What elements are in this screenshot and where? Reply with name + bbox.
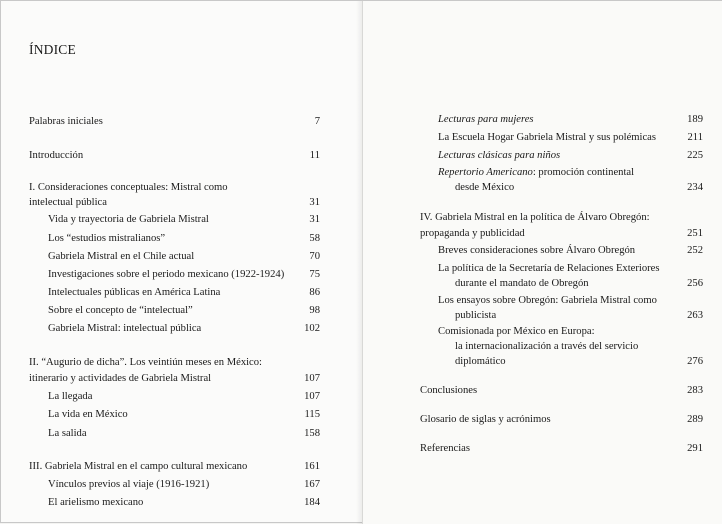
toc-page-number: 31 <box>309 214 320 225</box>
toc-page-number: 225 <box>687 150 703 161</box>
toc-page-number: 7 <box>314 116 320 127</box>
toc-subentry-line-1[interactable]: La política de la Secretaría de Relaciones Exteriores <box>438 263 660 274</box>
page-title: ÍNDICE <box>29 42 76 57</box>
toc-entry-conclusiones[interactable]: Conclusiones <box>420 385 478 396</box>
toc-page-number: 107 <box>304 373 320 384</box>
toc-page-number: 107 <box>304 391 320 402</box>
toc-page-number: 189 <box>687 114 703 125</box>
toc-page-number: 102 <box>304 323 320 334</box>
toc-subentry[interactable]: Lecturas clásicas para niños <box>438 150 561 161</box>
toc-subentry[interactable]: Breves consideraciones sobre Álvaro Obregón <box>438 245 636 256</box>
toc-page-number: 31 <box>309 197 320 208</box>
toc-subentry-line-2[interactable]: publicista <box>455 310 497 321</box>
toc-entry-referencias[interactable]: Referencias <box>420 443 470 454</box>
toc-subentry-line-2[interactable]: durante el mandato de Obregón <box>455 278 589 289</box>
toc-chapter-1-line-1[interactable]: I. Consideraciones conceptuales: Mistral como <box>29 182 228 193</box>
toc-page-number: 256 <box>687 278 703 289</box>
toc-subentry[interactable]: Vida y trayectoria de Gabriela Mistral <box>48 214 209 225</box>
toc-page-number: 158 <box>304 428 320 439</box>
toc-page-number: 211 <box>687 132 703 143</box>
toc-subentry[interactable]: Los “estudios mistralianos” <box>48 233 166 244</box>
left-page <box>1 1 362 524</box>
toc-subentry[interactable]: Investigaciones sobre el periodo mexicano (1922-1924) <box>48 269 285 280</box>
toc-page-number: 251 <box>687 228 703 239</box>
toc-chapter-2-line-2[interactable]: itinerario y actividades de Gabriela Mistral <box>29 373 212 384</box>
toc-page-number: 115 <box>304 409 320 420</box>
toc-page-number: 58 <box>309 233 320 244</box>
toc-subentry[interactable]: Vínculos previos al viaje (1916-1921) <box>48 479 210 490</box>
toc-subentry[interactable]: Gabriela Mistral en el Chile actual <box>48 251 195 262</box>
toc-subentry[interactable]: Gabriela Mistral: intelectual pública <box>48 323 202 334</box>
toc-subentry[interactable]: Sobre el concepto de “intelectual” <box>48 305 193 316</box>
toc-subentry-line-1[interactable]: Comisionada por México en Europa: <box>438 326 595 337</box>
toc-italic-title: Repertorio Americano <box>438 167 533 178</box>
toc-subentry-line-1[interactable]: Los ensayos sobre Obregón: Gabriela Mistral como <box>438 295 657 306</box>
toc-subentry[interactable]: La salida <box>48 428 87 439</box>
toc-subentry-text: : promoción continental <box>532 167 635 178</box>
toc-page-number: 11 <box>309 150 320 161</box>
right-page <box>362 1 722 524</box>
toc-page-number: 86 <box>309 287 320 298</box>
toc-page-number: 234 <box>687 182 703 193</box>
toc-page-number: 289 <box>687 414 703 425</box>
toc-subentry-repertorio[interactable] <box>438 165 634 181</box>
toc-page-number: 161 <box>304 461 320 472</box>
toc-subentry-line-2[interactable]: desde México <box>455 182 515 193</box>
toc-page-number: 167 <box>304 479 320 490</box>
toc-entry-glosario[interactable]: Glosario de siglas y acrónimos <box>420 414 551 425</box>
toc-page-number: 263 <box>687 310 703 321</box>
toc-subentry[interactable]: Intelectuales públicas en América Latina <box>48 287 221 298</box>
toc-page-number: 70 <box>309 251 320 262</box>
toc-subentry-line-2[interactable]: la internacionalización a través del servicio <box>455 341 639 352</box>
toc-subentry[interactable]: La Escuela Hogar Gabriela Mistral y sus polémicas <box>438 132 656 143</box>
toc-subentry-line-3[interactable]: diplomático <box>455 356 506 367</box>
toc-page-number: 98 <box>309 305 320 316</box>
toc-chapter-2-line-1[interactable]: II. “Augurio de dicha”. Los veintiún meses en México: <box>29 357 262 368</box>
toc-page-number: 75 <box>309 269 320 280</box>
toc-chapter-1-line-2[interactable]: intelectual pública <box>29 197 107 208</box>
toc-page-number: 276 <box>687 356 703 367</box>
toc-subentry[interactable]: La vida en México <box>48 409 128 420</box>
toc-subentry[interactable]: Lecturas para mujeres <box>438 114 534 125</box>
toc-subentry[interactable]: La llegada <box>48 391 93 402</box>
toc-page-number: 252 <box>687 245 703 256</box>
toc-page-number: 291 <box>687 443 703 454</box>
toc-chapter-3[interactable]: III. Gabriela Mistral en el campo cultural mexicano <box>29 461 248 472</box>
toc-chapter-4-line-1[interactable]: IV. Gabriela Mistral en la política de Álvaro Obregón: <box>420 212 650 223</box>
toc-entry-palabras-iniciales[interactable]: Palabras iniciales <box>29 116 103 127</box>
toc-page-number: 283 <box>687 385 703 396</box>
toc-page-number: 184 <box>304 497 320 508</box>
toc-entry-introduccion[interactable]: Introducción <box>29 150 84 161</box>
toc-subentry[interactable]: El arielismo mexicano <box>48 497 144 508</box>
toc-chapter-4-line-2[interactable]: propaganda y publicidad <box>420 228 525 239</box>
